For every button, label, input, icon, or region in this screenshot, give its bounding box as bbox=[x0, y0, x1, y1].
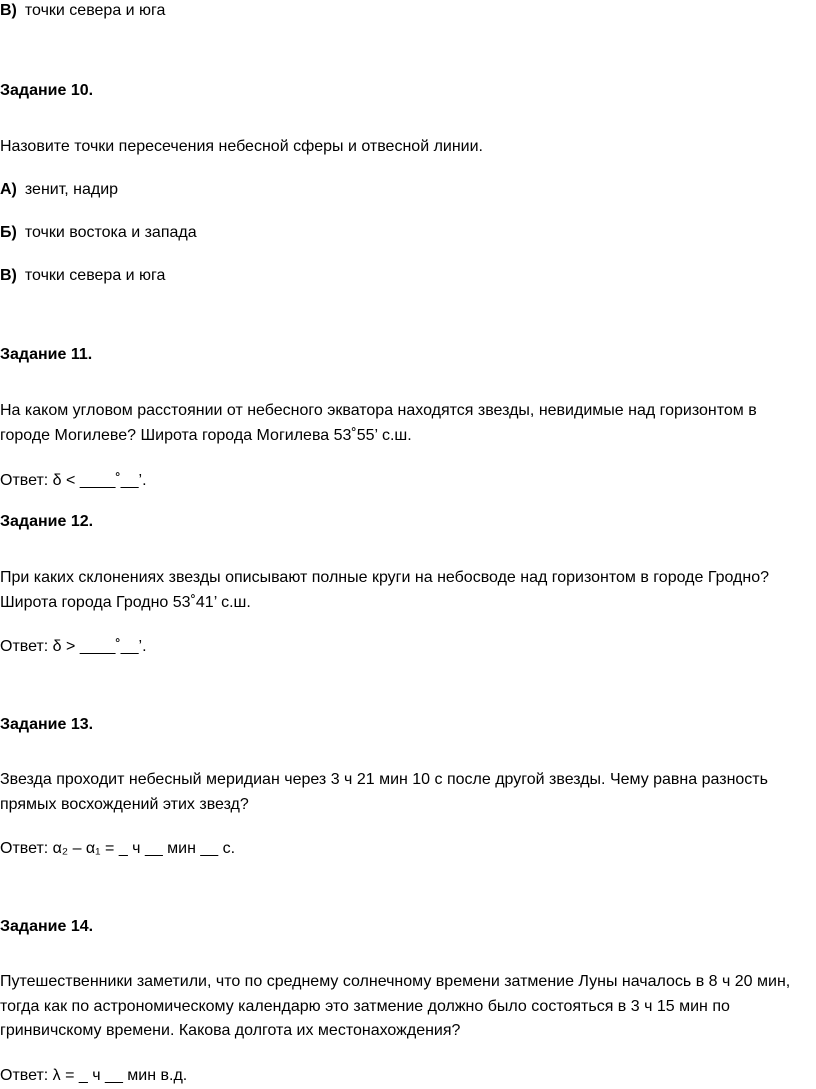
task14-answer: Ответ: λ = _ ч __ мин в.д. bbox=[0, 1067, 188, 1084]
task12-question-line2: Широта города Гродно 53˚41’ с.ш. bbox=[0, 594, 251, 611]
task10-option-v bbox=[0, 266, 165, 286]
task13-question-line2: прямых восхождений этих звезд? bbox=[0, 796, 249, 813]
option-text: точки востока и запада bbox=[24, 224, 197, 241]
task11-heading: Задание 11. bbox=[0, 346, 93, 363]
option-letter: В) bbox=[0, 267, 17, 284]
task10-option-a bbox=[0, 180, 118, 200]
task14-question-line3: гринвичскому времени. Какова долгота их местонахождения? bbox=[0, 1022, 461, 1039]
task13-answer: Ответ: α₂ – α₁ = _ ч __ мин __ с. bbox=[0, 840, 236, 857]
task12-heading: Задание 12. bbox=[0, 513, 94, 530]
task13-question-line1: Звезда проходит небесный меридиан через 3 ч 21 мин 10 с после другой звезды. Чему равна разность bbox=[0, 771, 768, 788]
option-text: точки севера и юга bbox=[24, 2, 166, 19]
task10-question: Назовите точки пересечения небесной сферы и отвесной линии. bbox=[0, 138, 483, 155]
task10-option-b bbox=[0, 223, 197, 243]
option-text: зенит, надир bbox=[24, 181, 119, 198]
task12-question-line1: При каких склонениях звезды описывают полные круги на небосводе над горизонтом в городе Гродно? bbox=[0, 569, 769, 586]
task14-question-line2: тогда как по астрономическому календарю это затмение должно было состояться в 3 ч 15 мин по bbox=[0, 998, 730, 1015]
task11-question-line1: На каком угловом расстоянии от небесного экватора находятся звезды, невидимые над горизонтом в bbox=[0, 402, 757, 419]
task11-question-line2: городе Могилеве? Широта города Могилева 53˚55’ с.ш. bbox=[0, 427, 412, 444]
option-v-top bbox=[0, 1, 165, 21]
option-letter: А) bbox=[0, 181, 17, 198]
task13-heading: Задание 13. bbox=[0, 716, 94, 733]
task10-heading: Задание 10. bbox=[0, 82, 94, 99]
task14-question-line1: Путешественники заметили, что по среднему солнечному времени затмение Луны началось в 8 ч 20 мин, bbox=[0, 973, 791, 990]
option-letter: В) bbox=[0, 2, 17, 19]
option-letter: Б) bbox=[0, 224, 17, 241]
task11-answer: Ответ: δ < ____˚__’. bbox=[0, 472, 147, 489]
option-text: точки севера и юга bbox=[24, 267, 166, 284]
task14-heading: Задание 14. bbox=[0, 918, 94, 935]
task12-answer: Ответ: δ > ____˚__’. bbox=[0, 638, 147, 655]
